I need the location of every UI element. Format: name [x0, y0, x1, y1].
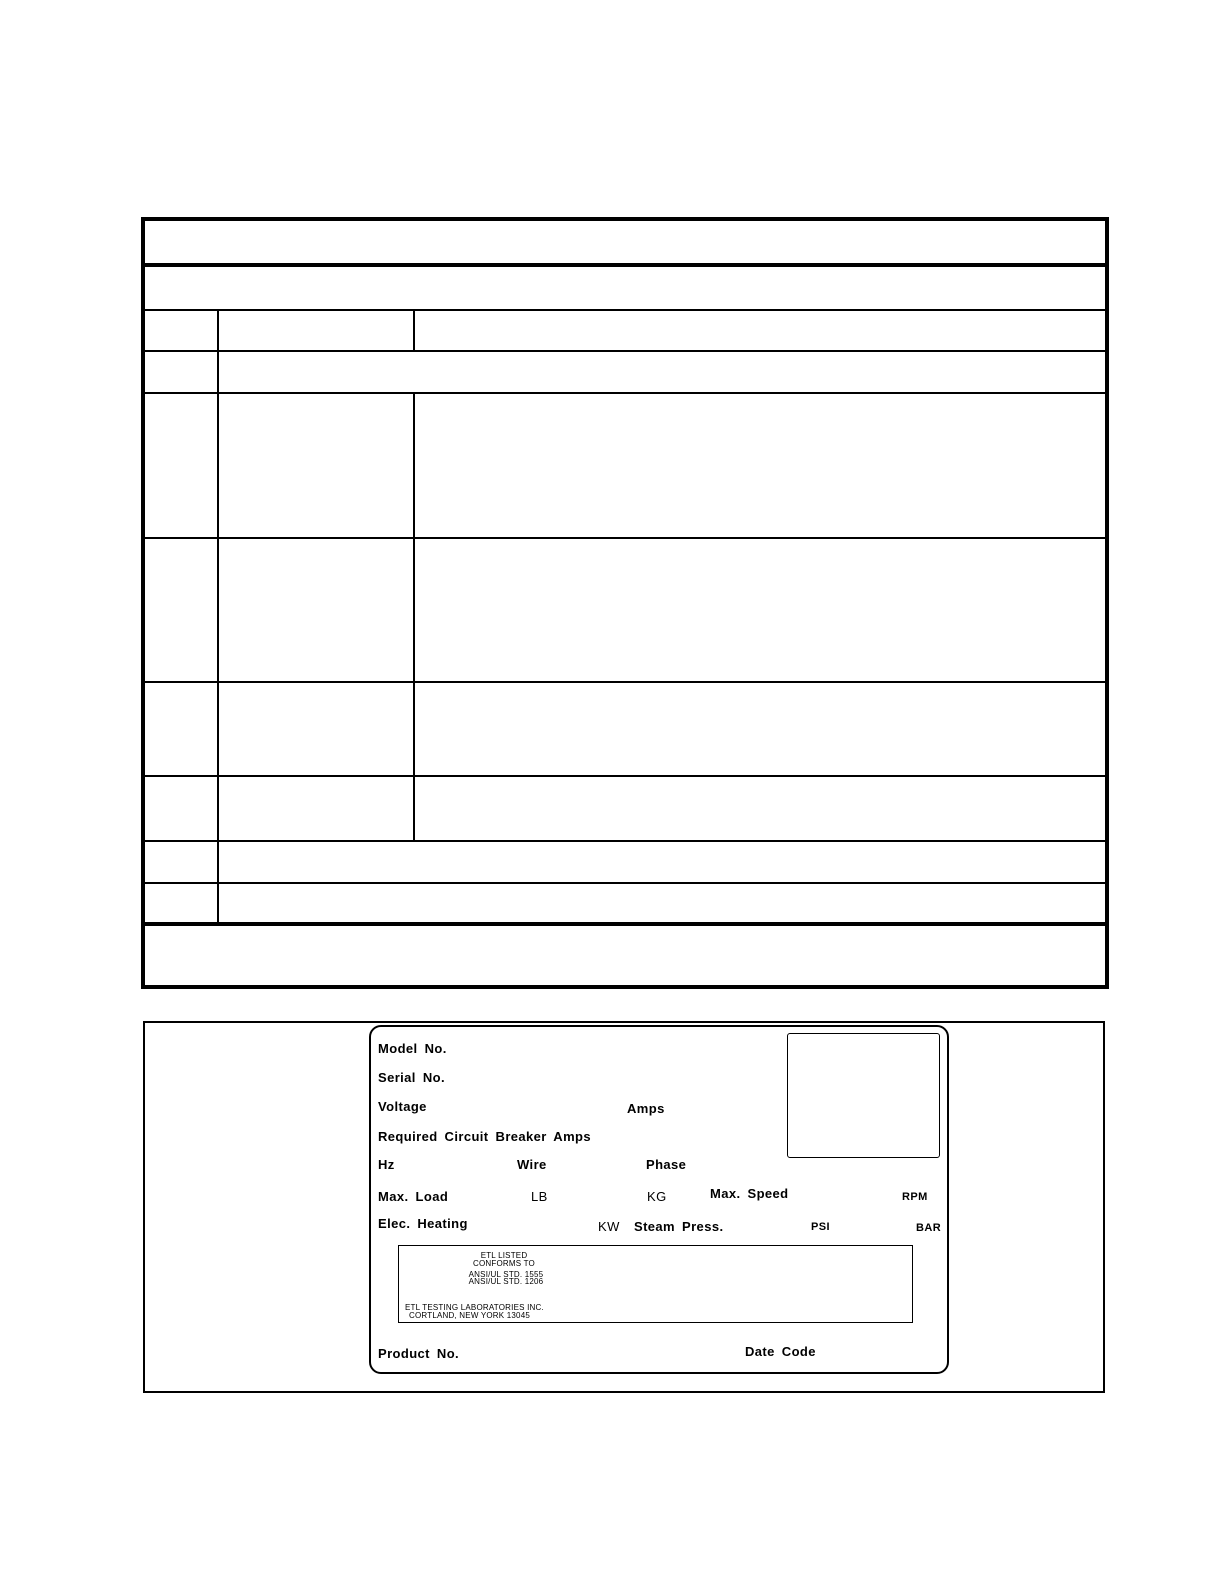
- data-plate-frame: [143, 1021, 1105, 1393]
- voltage-label: Voltage: [378, 1099, 427, 1114]
- steam-press-label: Steam Press.: [634, 1219, 724, 1234]
- max-load-label: Max. Load: [378, 1189, 449, 1204]
- model-no-label: Model No.: [378, 1041, 447, 1056]
- amps-label: Amps: [627, 1101, 665, 1116]
- serial-no-label: Serial No.: [378, 1070, 445, 1085]
- phase-label: Phase: [646, 1157, 687, 1172]
- psi-unit: PSI: [811, 1221, 830, 1233]
- table-column-rule: [217, 309, 219, 923]
- etl-conforms-text: CONFORMS TO: [473, 1259, 535, 1268]
- listing-mark-box: [787, 1033, 940, 1158]
- etl-standard-1555: ANSI/UL STD. 1555: [468, 1270, 544, 1279]
- kg-unit: KG: [647, 1189, 667, 1204]
- etl-standard-1206: ANSI/UL STD. 1206: [468, 1277, 544, 1286]
- hz-label: Hz: [378, 1157, 395, 1172]
- etl-lab-name: ETL TESTING LABORATORIES INC.: [405, 1303, 544, 1312]
- bar-unit: BAR: [916, 1222, 942, 1234]
- wire-label: Wire: [517, 1157, 547, 1172]
- table-rule: [145, 681, 1105, 683]
- max-speed-label: Max. Speed: [710, 1186, 789, 1201]
- table-rule: [145, 350, 1105, 352]
- table-column-rule: [413, 392, 415, 841]
- elec-heating-label: Elec. Heating: [378, 1216, 468, 1231]
- etl-listing-box: [398, 1245, 913, 1323]
- etl-lab-address: CORTLAND, NEW YORK 13045: [409, 1311, 530, 1320]
- date-code-label: Date Code: [745, 1344, 816, 1359]
- table-rule: [145, 775, 1105, 777]
- product-no-label: Product No.: [378, 1346, 460, 1361]
- table-rule: [145, 882, 1105, 884]
- table-column-rule: [413, 309, 415, 351]
- table-rule: [145, 922, 1105, 926]
- etl-listed-text: ETL LISTED: [480, 1251, 528, 1260]
- rpm-unit: RPM: [902, 1191, 928, 1203]
- table-rule: [145, 840, 1105, 842]
- table-rule: [145, 263, 1105, 267]
- data-plate: [369, 1025, 949, 1374]
- form-table: [141, 217, 1109, 989]
- lb-unit: LB: [531, 1189, 548, 1204]
- table-rule: [145, 309, 1105, 311]
- table-rule: [145, 537, 1105, 539]
- breaker-amps-label: Required Circuit Breaker Amps: [378, 1129, 592, 1144]
- table-rule: [145, 392, 1105, 394]
- kw-unit: KW: [598, 1219, 620, 1234]
